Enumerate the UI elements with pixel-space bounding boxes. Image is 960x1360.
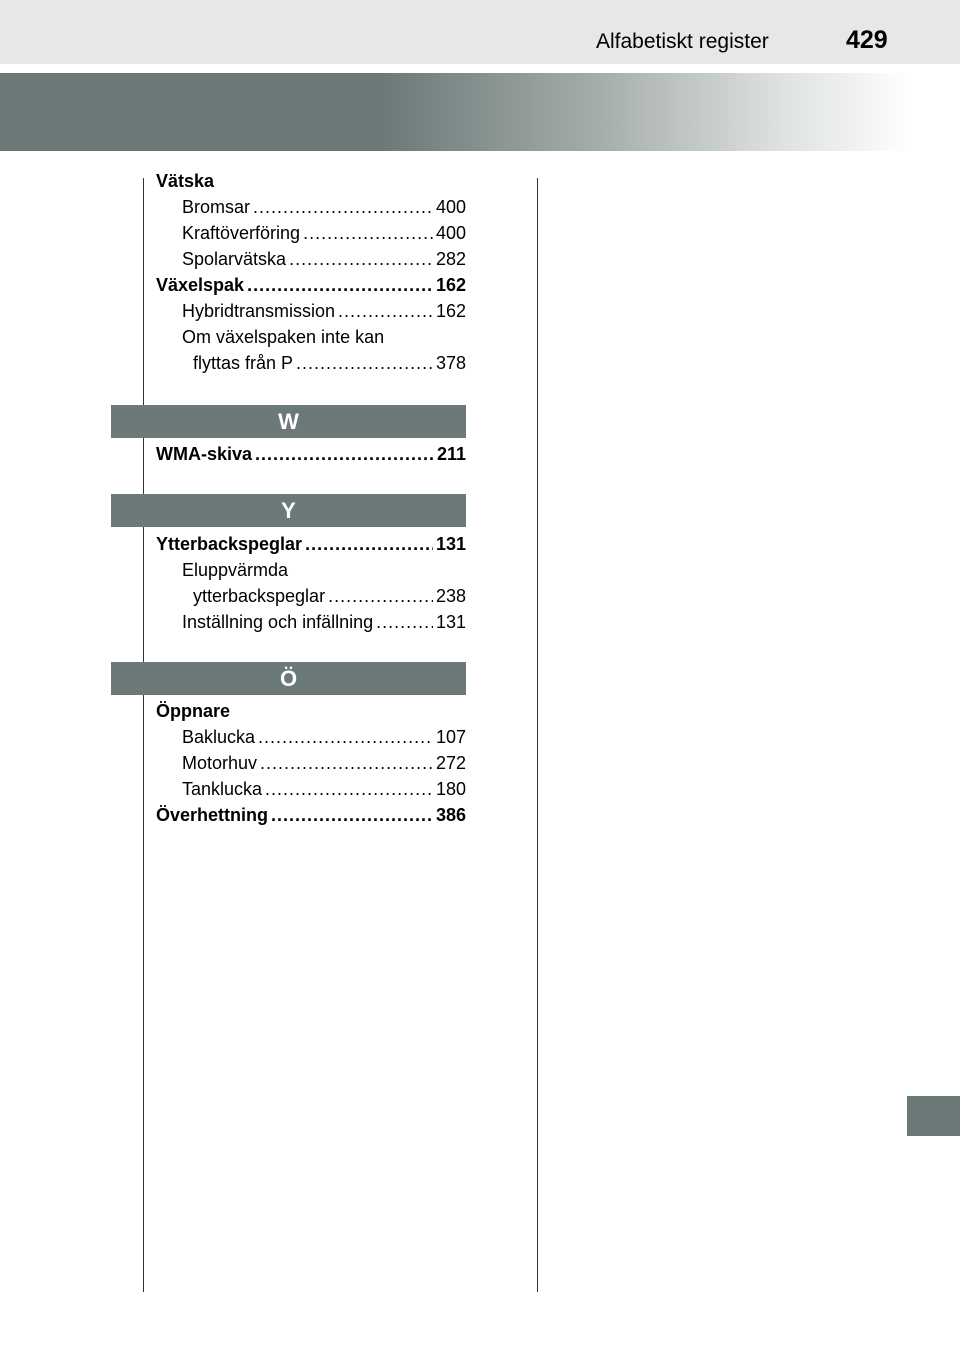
index-entry-spolarvatska <box>156 246 466 272</box>
entry-label: Inställning och infällning <box>182 612 374 632</box>
leader-dots <box>376 609 433 635</box>
index-entry-wma-skiva <box>156 441 466 467</box>
leader-dots <box>303 220 433 246</box>
index-entry-ytterbackspeglar-sub <box>156 583 466 609</box>
index-entry-flyttas-fran-p <box>156 350 466 376</box>
entry-label: Spolarvätska <box>182 249 287 269</box>
index-entry-overhettning <box>156 802 466 828</box>
column-divider-left <box>143 178 144 1292</box>
entry-page: 211 <box>436 444 466 464</box>
entry-label: ytterbackspeglar <box>193 586 326 606</box>
leader-dots <box>296 350 433 376</box>
entry-page: 131 <box>435 612 466 632</box>
leader-dots <box>258 724 433 750</box>
leader-dots <box>265 776 433 802</box>
entry-label: Bromsar <box>182 197 251 217</box>
index-entry-baklucka <box>156 724 466 750</box>
leader-dots <box>271 802 433 828</box>
letter-heading-w: W <box>111 405 466 438</box>
page-header <box>0 0 960 64</box>
leader-dots <box>260 750 433 776</box>
index-entry-vaxelspak <box>156 272 466 298</box>
leader-dots <box>247 272 433 298</box>
entry-page: 180 <box>435 779 466 799</box>
index-entry-tanklucka <box>156 776 466 802</box>
index-group-o <box>156 698 466 828</box>
entry-page: 386 <box>435 805 466 825</box>
index-entry-eluppvarmda <box>156 557 466 583</box>
entry-label: Tanklucka <box>182 779 263 799</box>
index-entry-om-vaxelspaken <box>156 324 466 350</box>
entry-page: 131 <box>435 534 466 554</box>
entry-label: flyttas från P <box>193 353 294 373</box>
entry-label: Öppnare <box>156 701 231 721</box>
entry-page: 282 <box>435 249 466 269</box>
entry-label: Ytterbackspeglar <box>156 534 303 554</box>
index-entry-motorhuv <box>156 750 466 776</box>
leader-dots <box>305 531 433 557</box>
entry-page: 162 <box>435 275 466 295</box>
index-group-v <box>156 168 466 376</box>
entry-label: Eluppvärmda <box>182 560 289 580</box>
entry-label: Baklucka <box>182 727 256 747</box>
entry-label: Vätska <box>156 171 215 191</box>
leader-dots <box>338 298 433 324</box>
index-entry-vatska <box>156 168 466 194</box>
header-banner <box>0 73 960 151</box>
section-title: Alfabetiskt register <box>596 30 769 53</box>
entry-label: Motorhuv <box>182 753 258 773</box>
leader-dots <box>289 246 433 272</box>
entry-page: 107 <box>435 727 466 747</box>
index-group-y <box>156 531 466 635</box>
chapter-thumb-tab <box>907 1096 960 1136</box>
entry-page: 400 <box>435 223 466 243</box>
entry-label: WMA-skiva <box>156 444 253 464</box>
index-entry-installning <box>156 609 466 635</box>
leader-dots <box>253 194 433 220</box>
entry-label: Hybridtransmission <box>182 301 336 321</box>
index-entry-ytterbackspeglar <box>156 531 466 557</box>
index-entry-hybridtransmission <box>156 298 466 324</box>
page-number: 429 <box>846 26 888 54</box>
leader-dots <box>328 583 433 609</box>
entry-label: Kraftöverföring <box>182 223 301 243</box>
entry-page: 400 <box>435 197 466 217</box>
entry-label: Om växelspaken inte kan <box>182 327 385 347</box>
entry-page: 272 <box>435 753 466 773</box>
letter-heading-y: Y <box>111 494 466 527</box>
index-entry-bromsar <box>156 194 466 220</box>
index-group-w <box>156 441 466 467</box>
entry-page: 238 <box>435 586 466 606</box>
entry-label: Växelspak <box>156 275 245 295</box>
letter-heading-o: Ö <box>111 662 466 695</box>
entry-label: Överhettning <box>156 805 269 825</box>
leader-dots <box>255 441 434 467</box>
index-entry-kraftoverforing <box>156 220 466 246</box>
column-divider-middle <box>537 178 538 1292</box>
index-entry-oppnare <box>156 698 466 724</box>
entry-page: 162 <box>435 301 466 321</box>
entry-page: 378 <box>435 353 466 373</box>
